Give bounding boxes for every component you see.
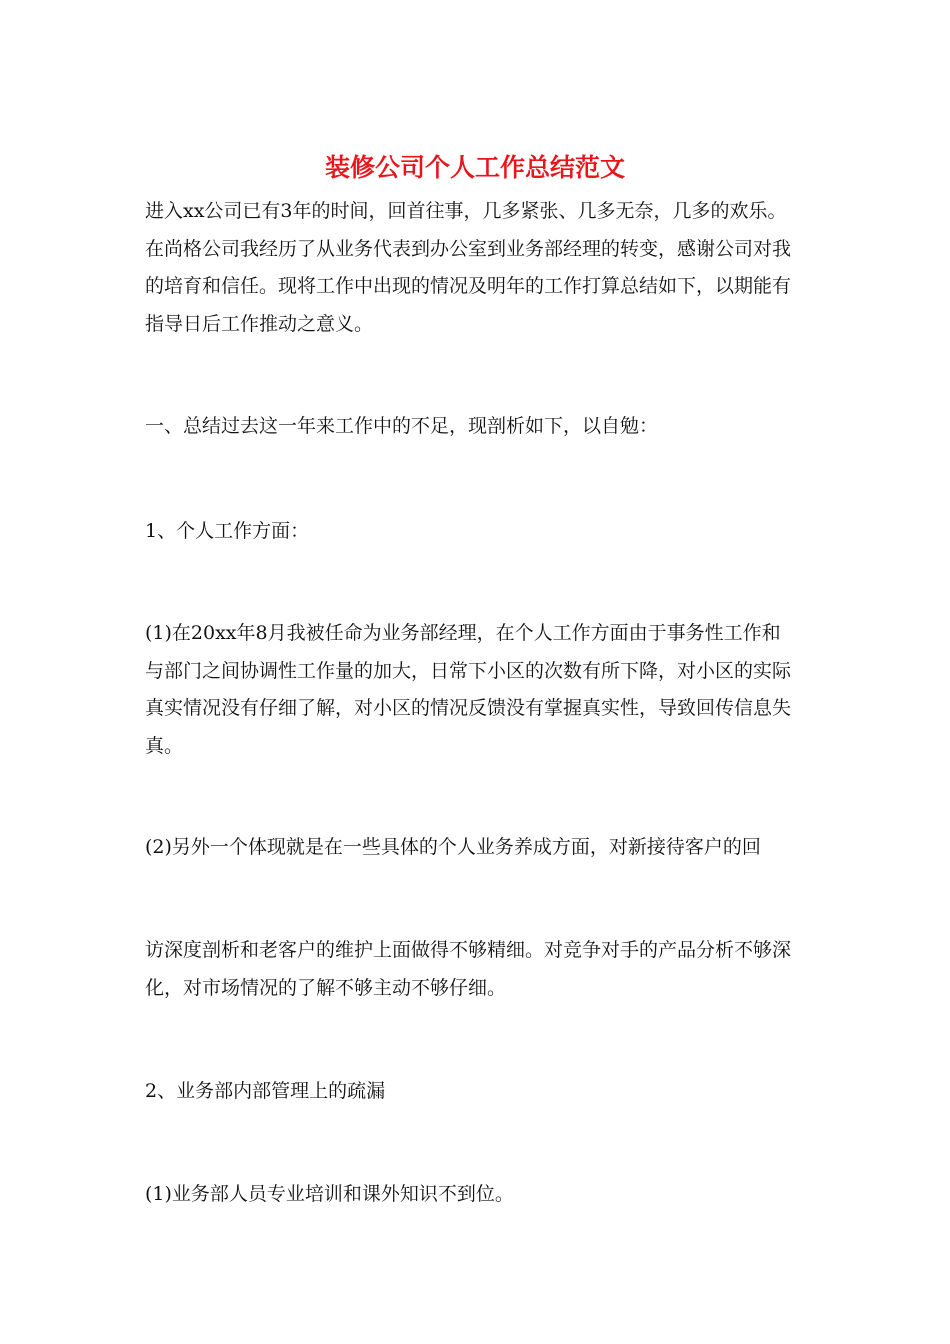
text-line: 与部门之间协调性工作量的加大，日常下小区的次数有所下降，对小区的实际 [145,659,792,682]
text-line: 一、总结过去这一年来工作中的不足，现剖析如下，以自勉： [145,415,659,437]
text-line: 在尚格公司我经历了从业务代表到办公室到业务部经理的转变，感谢公司对我 [145,237,792,260]
text-line: 进入xx公司已有3年的时间，回首往事，几多紧张、几多无奈，几多的欢乐。 [145,200,787,222]
text-line: (1)在20xx年8月我被任命为业务部经理，在个人工作方面由于事务性工作和 [145,622,781,644]
section-heading-1 [145,408,810,446]
item-paragraph-3 [145,1176,810,1214]
text-line: 的培育和信任。现将工作中出现的情况及明年的工作打算总结如下，以期能有 [145,275,792,297]
text-line: 化，对市场情况的了解不够主动不够仔细。 [145,976,507,999]
item-paragraph-2 [145,829,810,867]
text-line: (2)另外一个体现就是在一些具体的个人业务养成方面，对新接待客户的回 [145,836,761,858]
item-paragraph-1 [145,615,810,765]
text-line: 指导日后工作推动之意义。 [145,312,374,335]
document-title: 装修公司个人工作总结范文 [324,153,625,182]
subsection-heading-1 [145,513,810,551]
text-line: 访深度剖析和老客户的维护上面做得不够精细。对竞争对手的产品分析不够深 [145,939,792,961]
text-line: (1)业务部人员专业培训和课外知识不到位。 [145,1183,514,1205]
text-line: 真。 [145,734,184,757]
item-paragraph-2-continued [145,932,810,1007]
intro-paragraph [145,193,810,343]
text-line: 1、个人工作方面： [145,520,310,542]
subsection-heading-2 [145,1073,810,1111]
text-line: 2、业务部内部管理上的疏漏 [145,1080,386,1102]
text-line: 真实情况没有仔细了解，对小区的情况反馈没有掌握真实性，导致回传信息失 [145,697,792,719]
